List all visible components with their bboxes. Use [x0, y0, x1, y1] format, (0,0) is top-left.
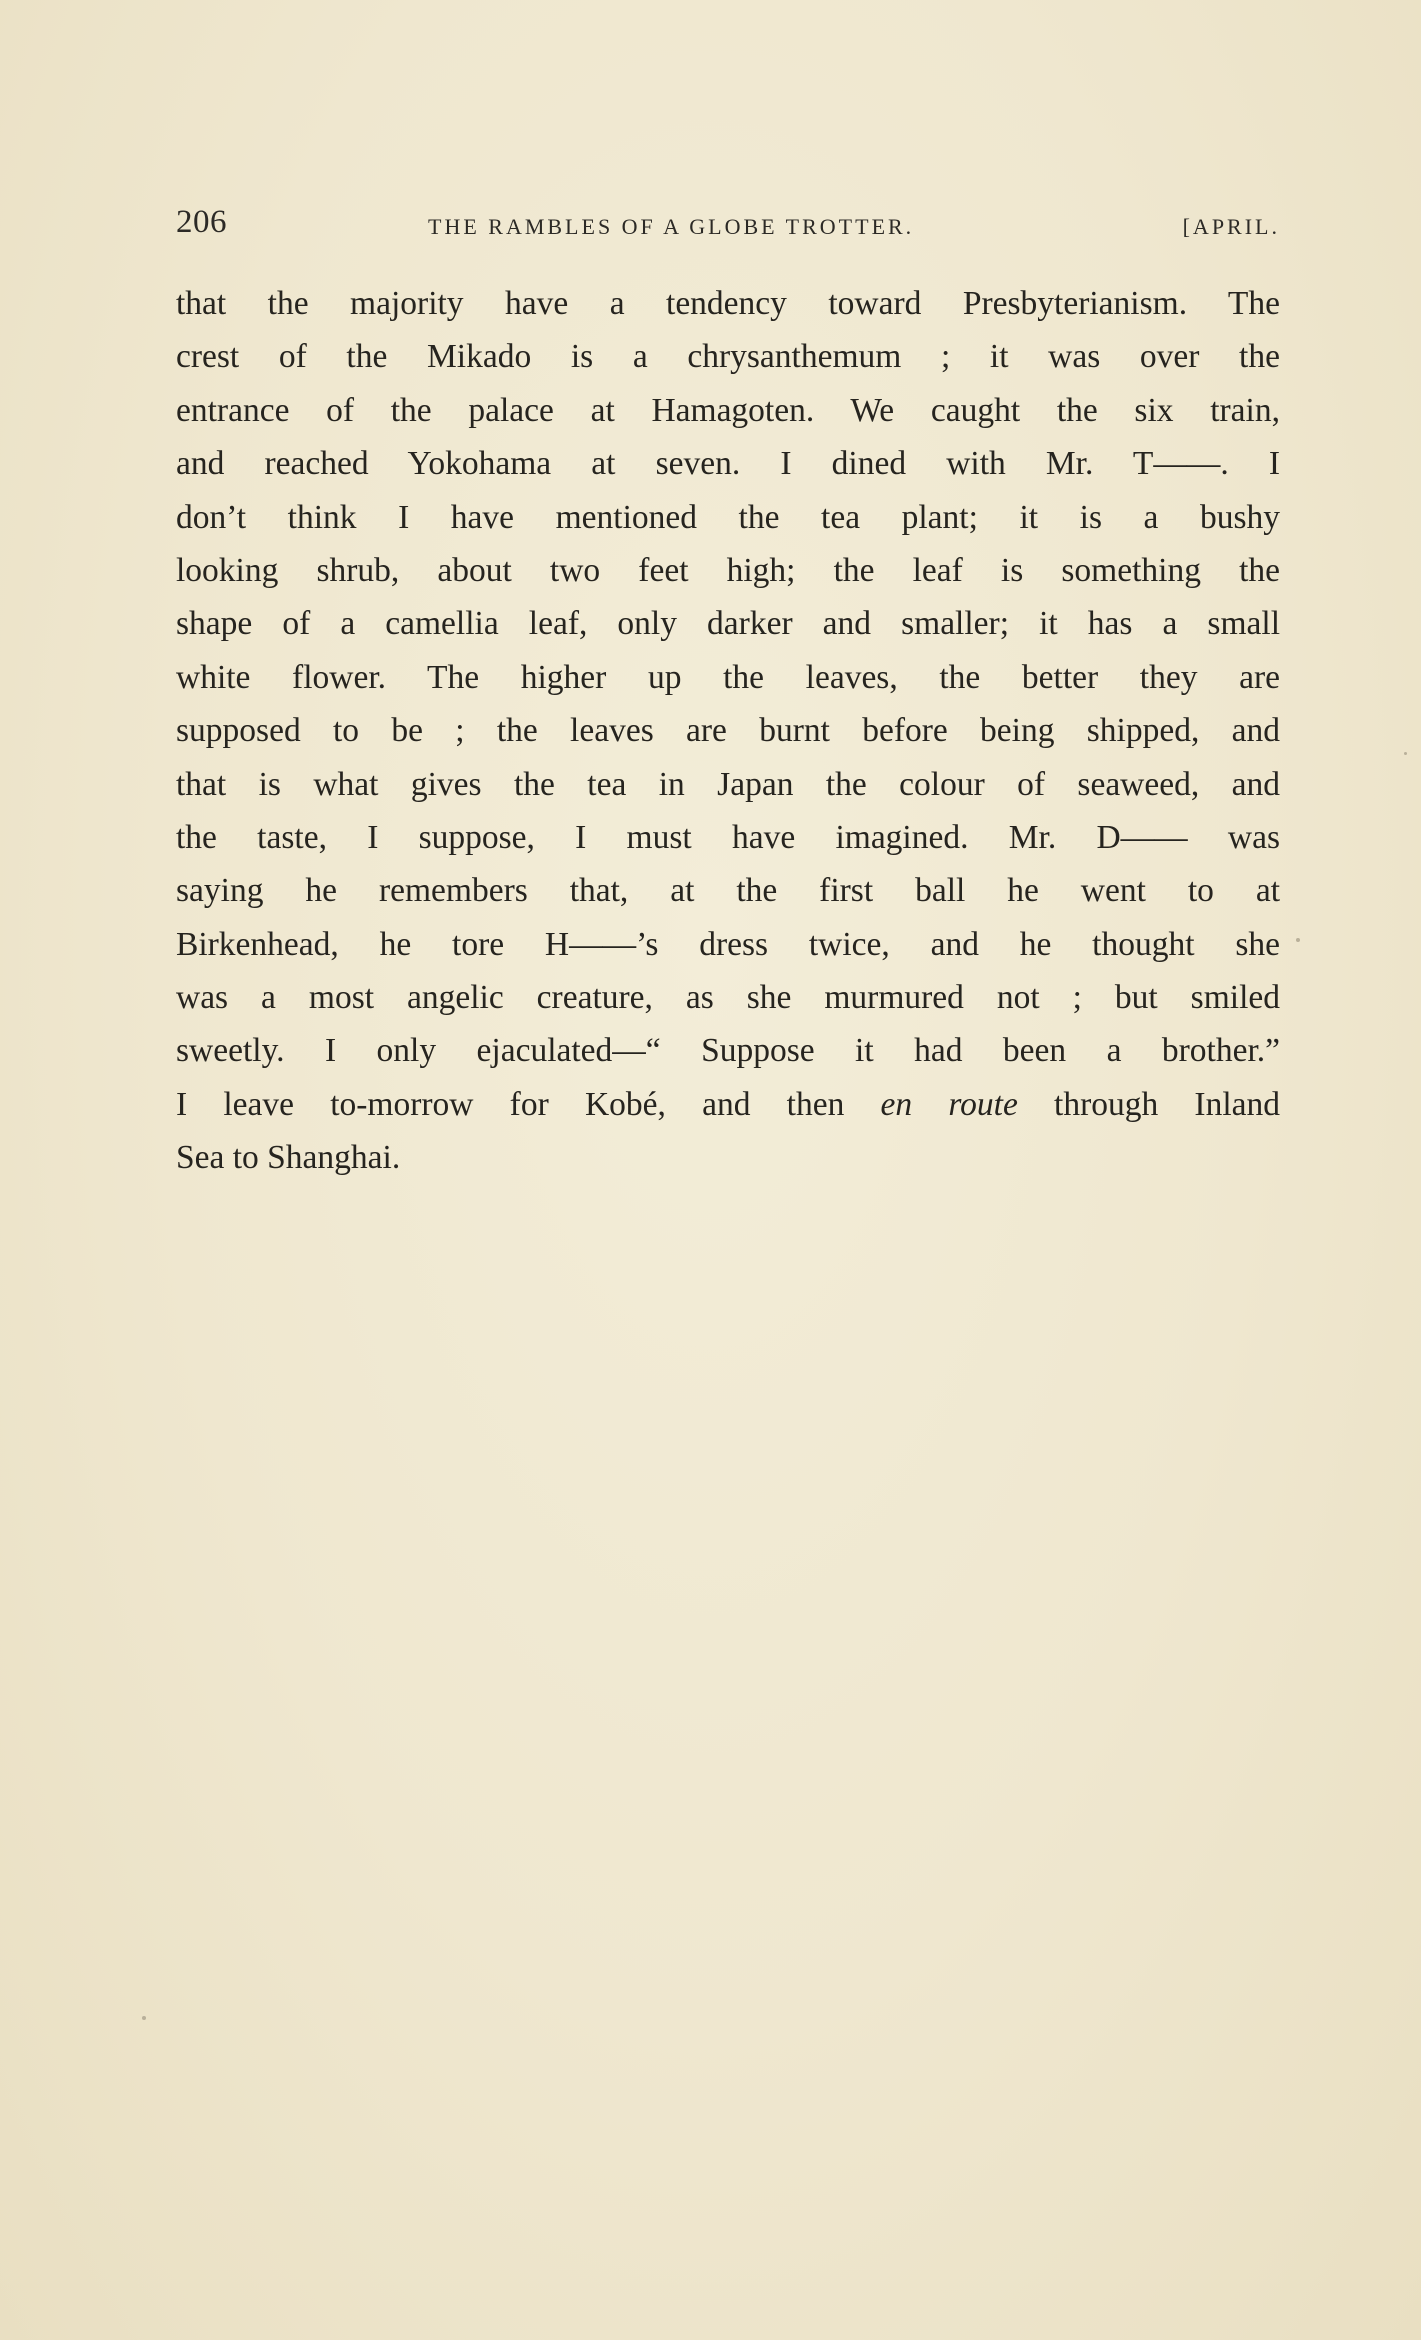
text-line: crest of the Mikado is a chrysanthemum ; it was over the: [176, 338, 1280, 376]
text-line: supposed to be ; the leaves are burnt before being shipped, and: [176, 712, 1280, 750]
text-line: entrance of the palace at Hamagoten. We caught the six train,: [176, 391, 1280, 429]
text-line-final: Sea to Shanghai.: [176, 1139, 401, 1177]
text-line: Birkenhead, he tore H——’s dress twice, and he thought she: [176, 925, 1280, 963]
text-run: I leave to-morrow for Kobé, and then: [176, 1085, 881, 1123]
paper-speck: [1296, 938, 1300, 942]
paper-speck: [1404, 752, 1407, 755]
text-line: looking shrub, about two feet high; the leaf is something the: [176, 551, 1280, 589]
text-line: don’t think I have mentioned the tea plant; it is a bushy: [176, 498, 1280, 536]
italic-phrase: en route: [880, 1085, 1018, 1123]
text-line: was a most angelic creature, as she murmured not ; but smiled: [176, 979, 1280, 1017]
running-header: [176, 204, 1280, 244]
page-number: 206: [176, 204, 227, 240]
text-line: and reached Yokohama at seven. I dined with Mr. T——. I: [176, 445, 1280, 483]
text-run: through Inland: [1017, 1085, 1281, 1123]
text-line: saying he remembers that, at the first ball he went to at: [176, 872, 1280, 910]
body-paragraph: [176, 277, 1280, 1185]
text-line: sweetly. I only ejaculated—“ Suppose it had been a brother.”: [176, 1032, 1280, 1070]
text-line: shape of a camellia leaf, only darker and smaller; it has a small: [176, 605, 1280, 643]
text-line: white flower. The higher up the leaves, the better they are: [176, 658, 1280, 696]
running-title: THE RAMBLES OF A GLOBE TROTTER.: [428, 214, 915, 239]
text-line: the taste, I suppose, I must have imagined. Mr. D—— was: [176, 818, 1280, 856]
text-line: [176, 1078, 1280, 1131]
text-line: that the majority have a tendency toward Presbyterianism. The: [176, 285, 1280, 322]
paper-speck: [142, 2016, 146, 2020]
text-line: that is what gives the tea in Japan the colour of seaweed, and: [176, 765, 1280, 803]
running-month: [APRIL.: [1182, 214, 1280, 239]
